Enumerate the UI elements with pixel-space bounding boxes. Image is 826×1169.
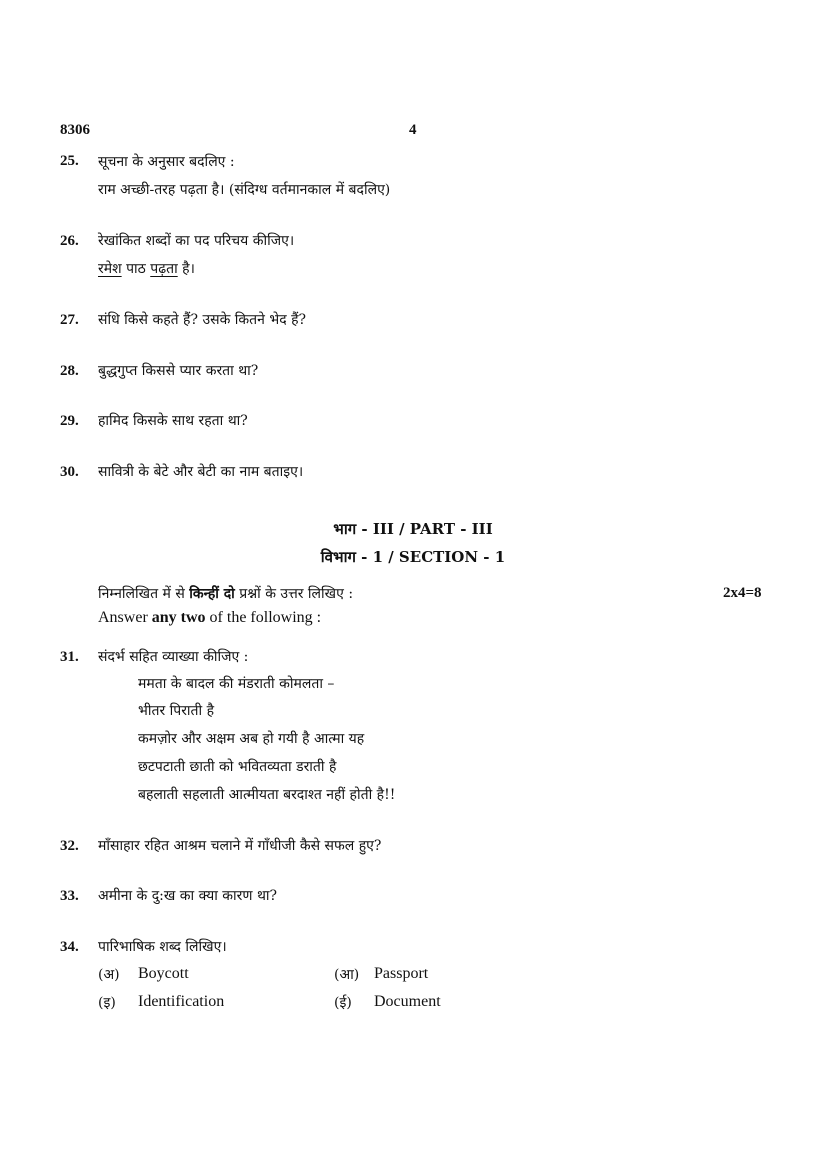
- question-34-prompt: पारिभाषिक शब्द लिखिए।: [98, 939, 227, 955]
- option-label: (ई): [334, 995, 352, 1011]
- question-29-text: हामिद किसके साथ रहता था?: [98, 413, 248, 429]
- option-label: (इ): [98, 995, 116, 1011]
- section-heading: विभाग - 1 / SECTION - 1: [320, 548, 506, 566]
- question-32-text: माँसाहार रहित आश्रम चलाने में गाँधीजी कैसे सफल हुए?: [98, 838, 382, 854]
- question-number-28: 28.: [60, 363, 79, 379]
- poem-line: भीतर पिराती है: [138, 703, 215, 719]
- option-text: Identification: [138, 993, 225, 1010]
- question-number-30: 30.: [60, 464, 79, 480]
- question-25-line-2: राम अच्छी-तरह पढ़ता है। (संदिग्ध वर्तमानकाल में बदलिए): [98, 182, 391, 198]
- question-31-prompt: संदर्भ सहित व्याख्या कीजिए :: [98, 649, 249, 665]
- option-label: (अ): [98, 967, 120, 983]
- underlined-word-ramesh: रमेश: [98, 261, 122, 277]
- instruction-english: [98, 609, 321, 627]
- section-marks: 2x4=8: [723, 585, 762, 601]
- question-26-line-2: [98, 259, 195, 278]
- poem-line: छटपटाती छाती को भवितव्यता डराती है: [138, 759, 337, 775]
- option-text: Document: [374, 993, 441, 1010]
- poem-line: बहलाती सहलाती आत्मीयता बरदाश्त नहीं होती है!!: [138, 787, 396, 803]
- instruction-english-bold: any two: [151, 609, 206, 626]
- underlined-word-padhta: पढ़ता: [150, 261, 178, 277]
- question-number-32: 32.: [60, 838, 79, 854]
- page-number: 4: [409, 122, 417, 138]
- question-26-line-1: रेखांकित शब्दों का पद परिचय कीजिए।: [98, 233, 295, 249]
- question-number-29: 29.: [60, 413, 79, 429]
- question-27-text: संधि किसे कहते हैं? उसके कितने भेद हैं?: [98, 312, 307, 328]
- option-label: (आ): [334, 967, 360, 983]
- question-number-31: 31.: [60, 649, 79, 665]
- poem-line: कमज़ोर और अक्षम अब हो गयी है आत्मा यह: [138, 731, 365, 747]
- question-number-34: 34.: [60, 939, 79, 955]
- question-number-25: 25.: [60, 153, 79, 169]
- instruction-hindi-pre: निम्नलिखित में से: [98, 586, 190, 602]
- paper-code: 8306: [60, 122, 90, 138]
- question-number-33: 33.: [60, 888, 79, 904]
- instruction-hindi-bold: किन्हीं दो: [189, 586, 235, 602]
- instruction-hindi-post: प्रश्नों के उत्तर लिखिए :: [234, 586, 354, 602]
- question-33-text: अमीना के दु:ख का क्या कारण था?: [98, 888, 278, 904]
- question-28-text: बुद्धगुप्त किससे प्यार करता था?: [98, 363, 259, 379]
- word-hai: है।: [182, 261, 195, 277]
- instruction-english-pre: Answer: [98, 609, 152, 626]
- question-number-27: 27.: [60, 312, 79, 328]
- option-text: Boycott: [138, 965, 189, 982]
- part-heading: भाग - III / PART - III: [333, 520, 493, 538]
- option-text: Passport: [374, 965, 429, 982]
- poem-line: ममता के बादल की मंडराती कोमलता –: [138, 676, 335, 692]
- question-25-line-1: सूचना के अनुसार बदलिए :: [98, 154, 235, 170]
- question-number-26: 26.: [60, 233, 79, 249]
- question-30-text: सावित्री के बेटे और बेटी का नाम बताइए।: [98, 464, 304, 480]
- instruction-hindi: [98, 584, 353, 603]
- word-path: पाठ: [126, 261, 146, 277]
- instruction-english-post: of the following :: [205, 609, 322, 626]
